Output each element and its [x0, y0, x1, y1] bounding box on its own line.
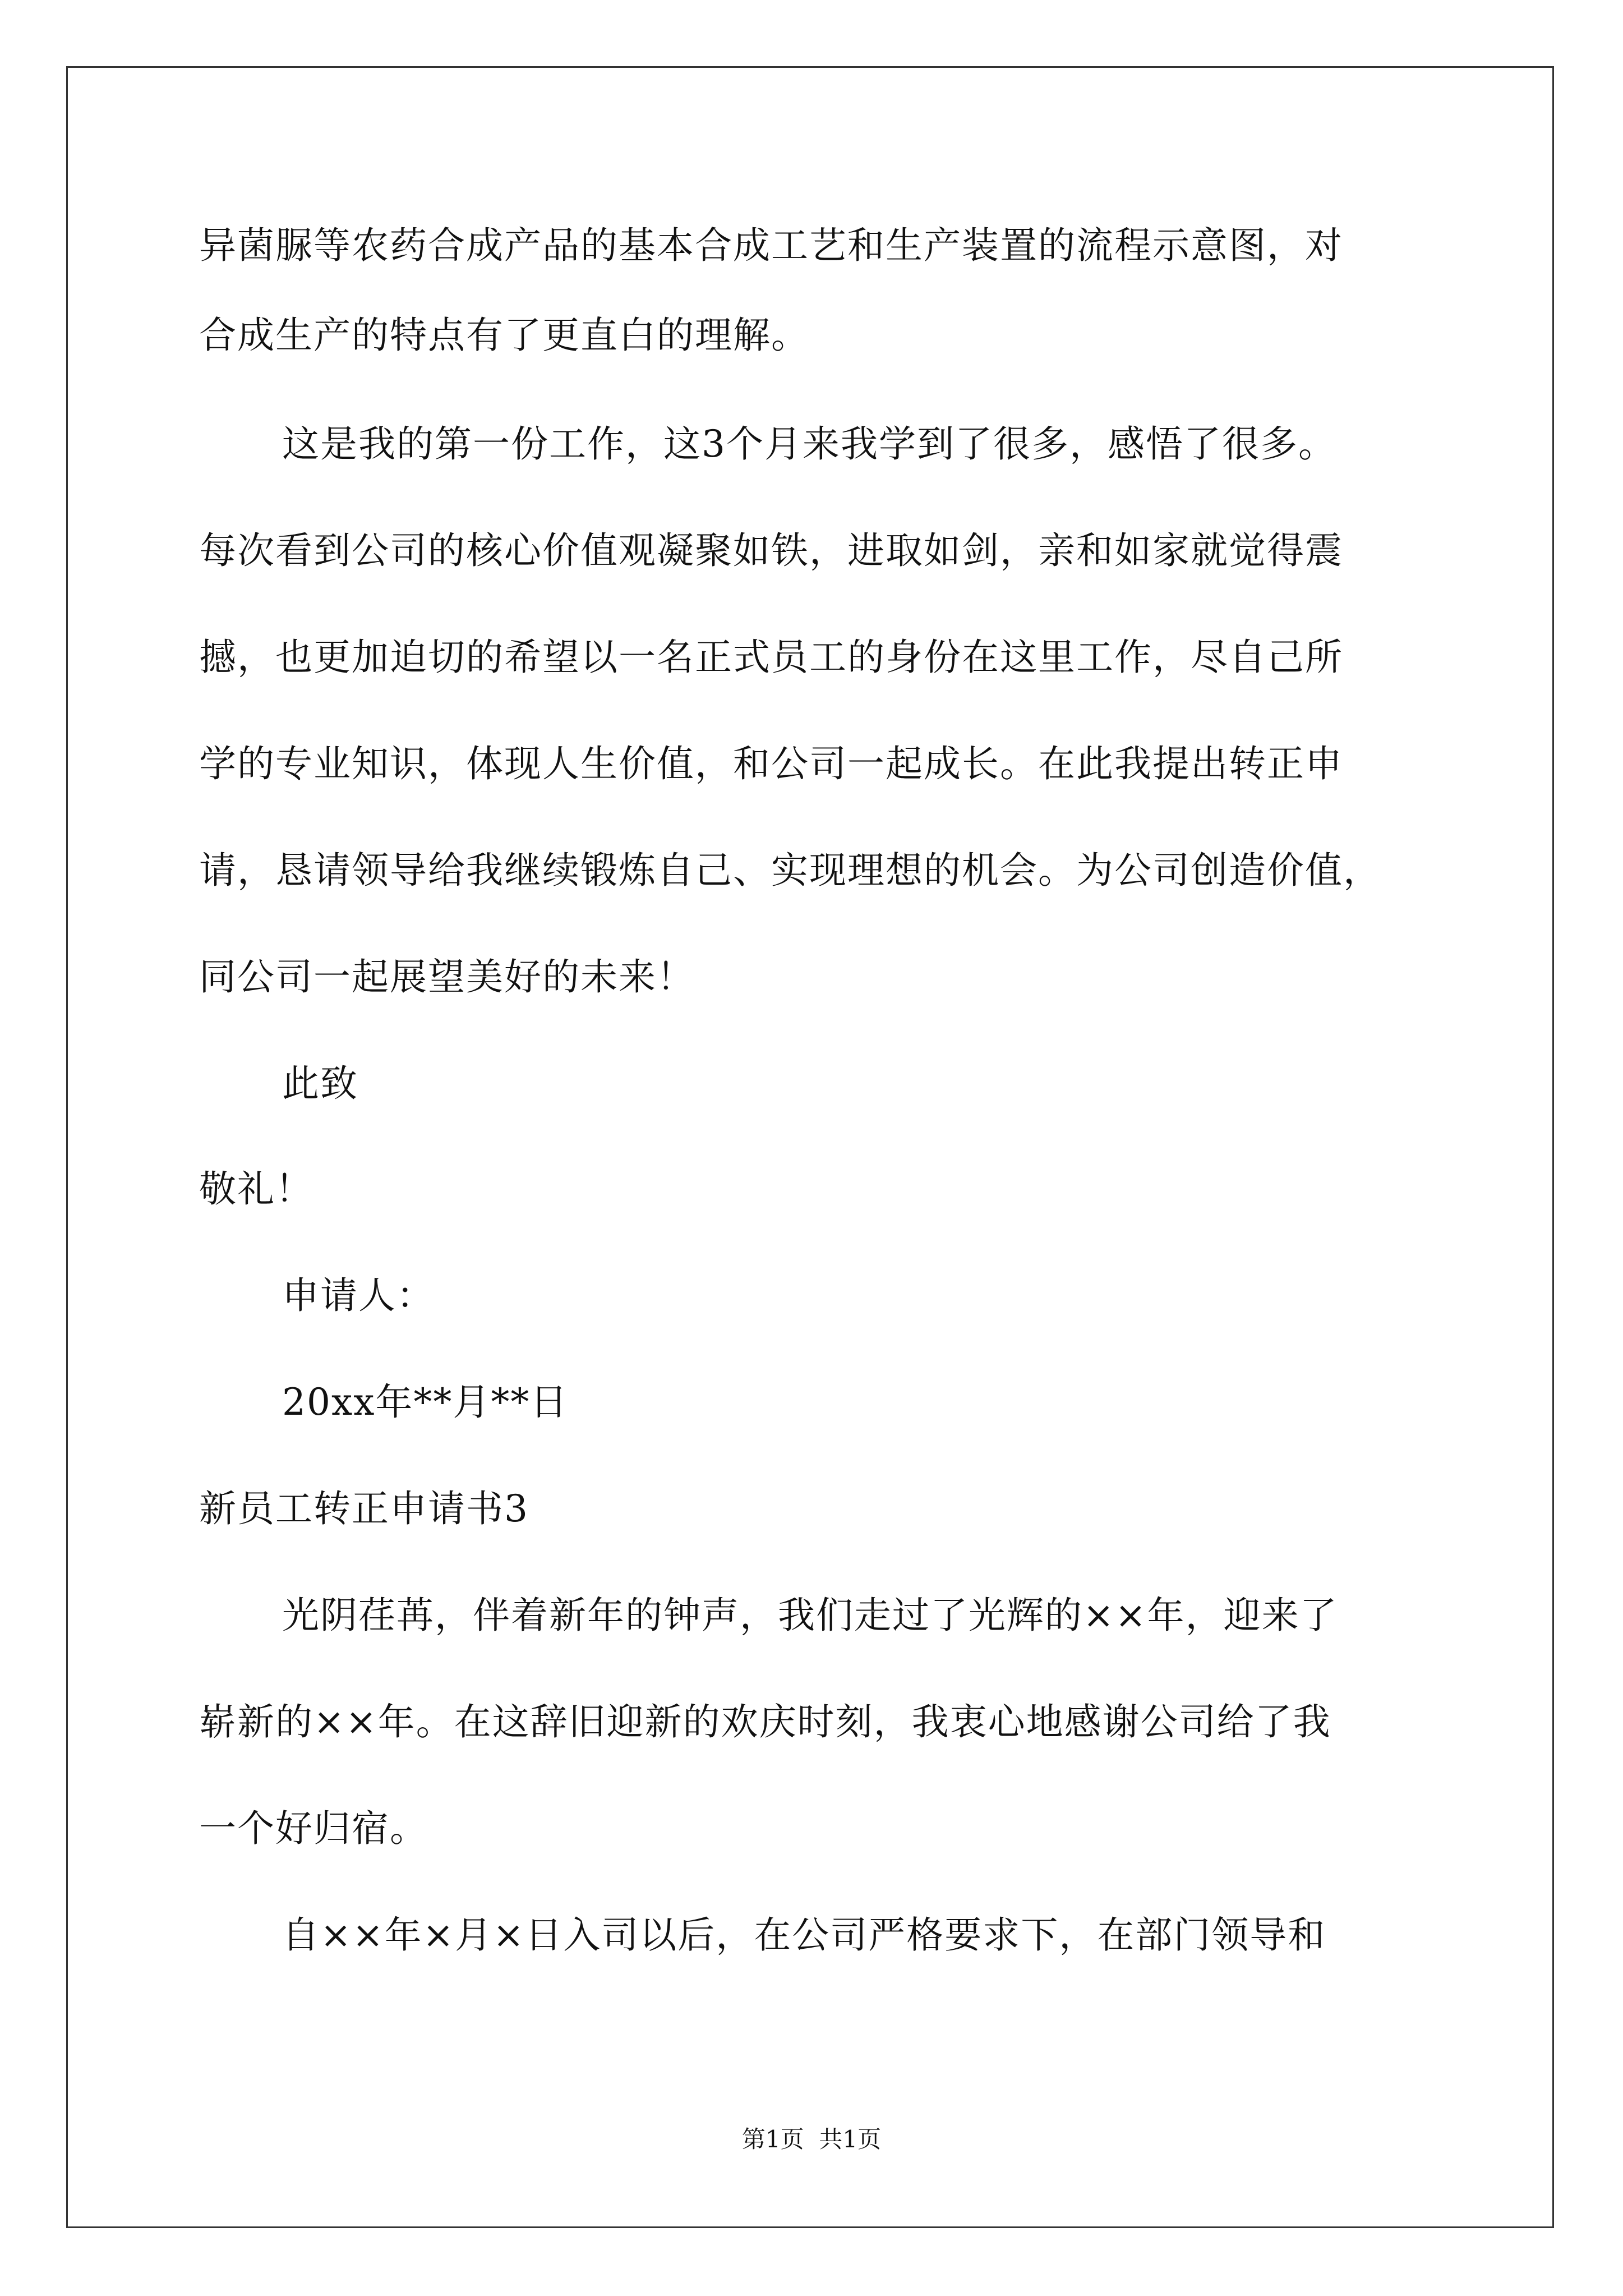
body-line-4: 每次看到公司的核心价值观凝聚如铁，进取如剑，亲和如家就觉得震 — [199, 529, 1343, 572]
section-title: 新员工转正申请书3 — [199, 1487, 529, 1530]
body-line-7: 请，恳请领导给我继续锻炼自己、实现理想的机会。为公司创造价值， — [199, 849, 1381, 892]
body-line-2: 合成生产的特点有了更直白的理解。 — [199, 314, 809, 357]
page-footer: 第1页 共1页 — [741, 2125, 882, 2153]
body-line-11: 一个好归宿。 — [199, 1807, 428, 1850]
body-line-3: 这是我的第一份工作，这3个月来我学到了很多，感悟了很多。 — [282, 422, 1336, 466]
date-line: 20xx年**月**日 — [282, 1381, 569, 1424]
page-border — [66, 66, 1554, 2228]
body-line-9: 光阴荏苒，伴着新年的钟声，我们走过了光辉的××年，迎来了 — [282, 1594, 1338, 1637]
body-line-10: 崭新的××年。在这辞旧迎新的欢庆时刻，我衷心地感谢公司给了我 — [199, 1700, 1331, 1743]
closing-salutation: 此致 — [282, 1062, 358, 1105]
body-line-6: 学的专业知识，体现人生价值，和公司一起成长。在此我提出转正申 — [199, 742, 1343, 785]
body-line-5: 撼，也更加迫切的希望以一名正式员工的身份在这里工作，尽自己所 — [199, 636, 1343, 679]
body-line-1: 异菌脲等农药合成产品的基本合成工艺和生产装置的流程示意图，对 — [199, 224, 1343, 267]
body-line-12: 自××年×月×日入司以后，在公司严格要求下，在部门领导和 — [282, 1913, 1326, 1957]
applicant-label: 申请人： — [282, 1274, 435, 1317]
closing-regards: 敬礼！ — [199, 1167, 313, 1211]
body-line-8: 同公司一起展望美好的未来！ — [199, 955, 695, 999]
